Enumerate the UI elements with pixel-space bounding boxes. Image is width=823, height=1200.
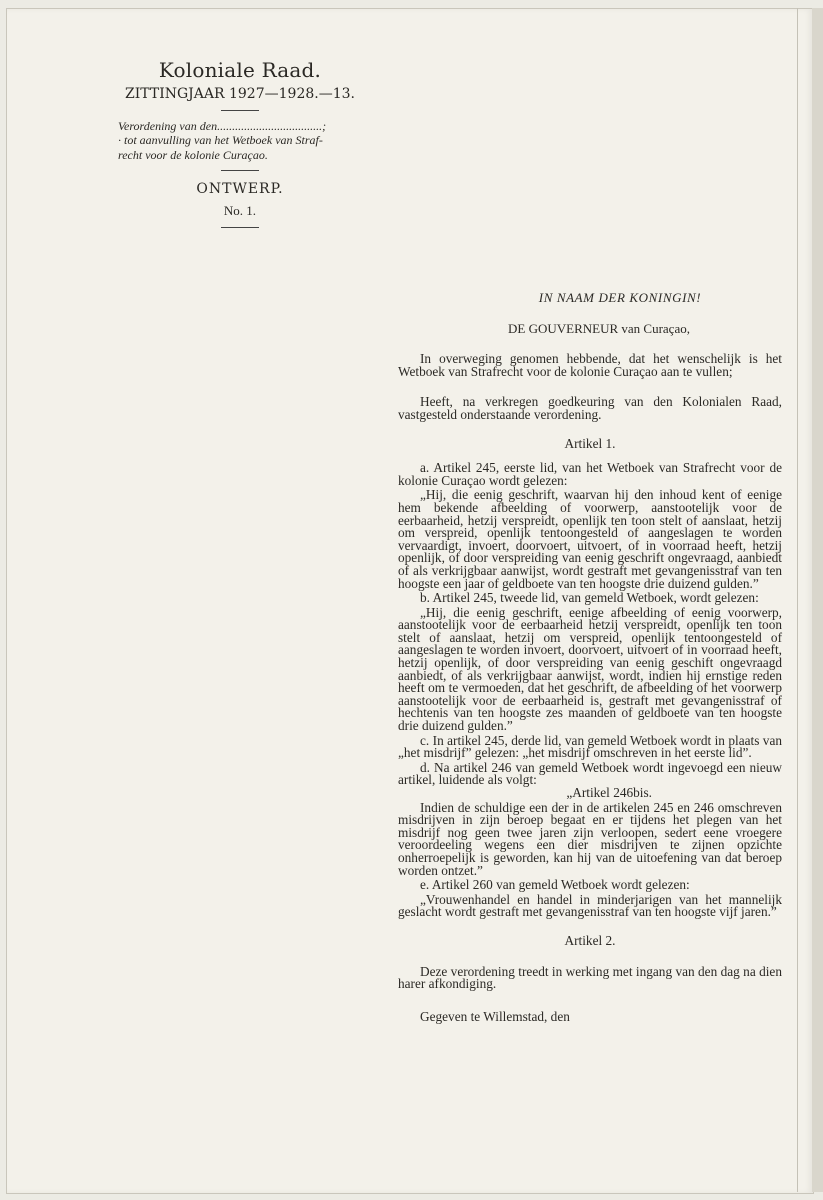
article-1-heading: Artikel 1.: [564, 435, 616, 451]
subject-line: · tot aanvulling van het Wetboek van Straf-: [118, 133, 323, 148]
header-divider: [221, 110, 259, 111]
document-body: [398, 292, 782, 1023]
subject-divider: [221, 170, 259, 171]
page-edge-rule: [797, 8, 798, 1192]
session-year: ZITTINGJAAR 1927—1928.—13.: [125, 86, 355, 102]
document-header: [100, 58, 380, 236]
clause-c-text: c. In artikel 245, derde lid, van gemeld Wetboek wordt in plaats van „het misdrijf” gelezen: „het misdrijf omschreven in het eerste lid”.: [398, 732, 782, 761]
page-edge-strip: [812, 8, 823, 1192]
commencement-paragraph: Deze verordening treedt in werking met ingang van den dag na dien harer afkondiging.: [398, 963, 782, 992]
clause-d-intro: d. Na artikel 246 van gemeld Wetboek wordt ingevoegd een nieuw artikel, luidende als volgt:: [398, 759, 782, 788]
clause-d-text: Indien de schuldige een der in de artikelen 245 en 246 omschreven misdrijven in zijn beroep begaat en er tijdens het plegen van het misdrijf nog geen twee jaren zijn verloopen, sedert eene vroegere veroordeeling wegens een dier misdrijven te zijnen opzichte onherroepelijk is geworden, kan hij van de uitoefening van dat beroep worden ontzet.”: [398, 799, 782, 878]
governor-line: DE GOUVERNEUR van Curaçao,: [508, 320, 690, 336]
signing-place: Gegeven te Willemstad, den: [420, 1008, 570, 1024]
council-title: Koloniale Raad.: [158, 58, 322, 82]
considering-paragraph: In overweging genomen hebbende, dat het wenschelijk is het Wetboek van Strafrecht voor de kolonie Curaçao aan te vullen;: [398, 351, 782, 379]
subject-line: recht voor de kolonie Curaçao.: [118, 147, 268, 162]
clause-e-text: „Vrouwenhandel en handel in minderjarigen van het mannelijk geslacht wordt gestraft met gevangenisstraf van ten hoogste vijf jaren.”: [398, 891, 782, 920]
clause-b-intro: b. Artikel 245, tweede lid, van gemeld Wetboek, wordt gelezen:: [420, 590, 759, 606]
clause-a-intro: a. Artikel 245, eerste lid, van het Wetboek van Strafrecht voor de kolonie Curaçao wordt gelezen:: [398, 460, 782, 488]
number-divider: [221, 227, 259, 228]
clause-a-text: „Hij, die eenig geschrift, waarvan hij den inhoud kent of eenige hem bekende afbeelding of voorwerp, aanstootelijk voor de eerbaarheid, hetzij verspreidt, openlijk ten toon stelt of aanslaat, hetzij om verspreid, openlijk tentoongesteld of aangeslagen te worden vervaardigt, invoert, doorvoert, uitvoert, of in voorraad heeft, hetzij openlijk, of door verspreiding van eenig geschrift ongevraagd, aanbiedt of als verkrijgbaar aanwijst, wordt gestraft met gevangenisstraf van ten hoogste een jaar of geldboete van ten hoogste drie duizend gulden.”: [398, 487, 782, 591]
clause-d-title: „Artikel 246bis.: [566, 785, 652, 800]
invocation: IN NAAM DER KONINGIN!: [538, 290, 702, 305]
adoption-paragraph: Heeft, na verkregen goedkeuring van den Kolonialen Raad, vastgesteld onderstaande verordening.: [398, 394, 782, 422]
clause-b-text: „Hij, die eenig geschrift, eenige afbeelding of eenig voorwerp, aanstootelijk voor de eerbaarheid hetzij verspreidt, openlijk ten toon stelt of aanslaat, hetzij om verspreid, openlijk tentoongesteld of aangeslagen te worden invoert, doorvoert, uitvoert of in voorraad heeft, hetzij openlijk, of door verspreiding van eenig geschift ongevraagd aanbiedt, of als verkrijgbaar aanwijst, wordt, indien hij ernstige reden heeft om te vermoeden, dat het geschrift, de afbeelding of het voorwerp aanstootelijk voor de eerbaarheid is, gestraft met gevangenisstraf of hechtenis van ten hoogste zes maanden of geldboete van ten hoogste drie duizend gulden.”: [398, 604, 782, 734]
draft-label: ONTWERP.: [196, 181, 284, 198]
subject-line: Verordening van den...................................;: [118, 119, 327, 133]
draft-number: No. 1.: [223, 203, 257, 219]
clause-e-intro: e. Artikel 260 van gemeld Wetboek wordt gelezen:: [420, 877, 690, 893]
ordinance-subject: [118, 119, 372, 162]
article-2-heading: Artikel 2.: [564, 932, 616, 948]
